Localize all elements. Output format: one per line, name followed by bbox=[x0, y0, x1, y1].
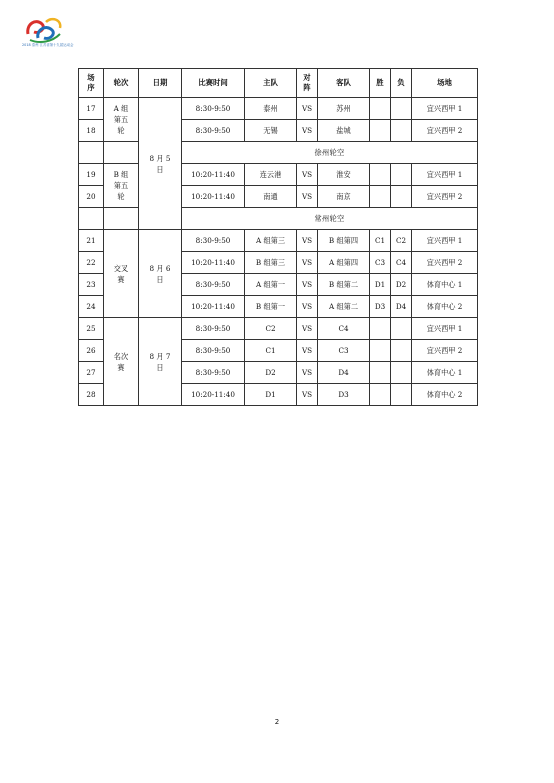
table-row bbox=[79, 98, 478, 120]
bye-note: 徐州轮空 bbox=[182, 142, 478, 164]
winner bbox=[370, 120, 391, 142]
match-time: 10:20-11:40 bbox=[182, 164, 245, 186]
versus: VS bbox=[297, 98, 318, 120]
header-venue: 场地 bbox=[412, 69, 478, 98]
match-number: 20 bbox=[79, 186, 104, 208]
match-number: 19 bbox=[79, 164, 104, 186]
loser bbox=[391, 98, 412, 120]
match-schedule-table bbox=[78, 68, 478, 406]
loser bbox=[391, 318, 412, 340]
venue: 宜兴西甲 1 bbox=[412, 98, 478, 120]
match-number-empty bbox=[79, 208, 104, 230]
match-time: 8:30-9:50 bbox=[182, 318, 245, 340]
header-loser: 负 bbox=[391, 69, 412, 98]
match-number: 22 bbox=[79, 252, 104, 274]
loser: C4 bbox=[391, 252, 412, 274]
venue: 宜兴西甲 2 bbox=[412, 252, 478, 274]
header-away-team: 客队 bbox=[318, 69, 370, 98]
match-number: 21 bbox=[79, 230, 104, 252]
match-number: 24 bbox=[79, 296, 104, 318]
header-home-team: 主队 bbox=[245, 69, 297, 98]
versus: VS bbox=[297, 230, 318, 252]
versus: VS bbox=[297, 252, 318, 274]
home-team: 无锡 bbox=[245, 120, 297, 142]
bye-row bbox=[79, 142, 478, 164]
venue: 宜兴西甲 2 bbox=[412, 340, 478, 362]
venue: 宜兴西甲 2 bbox=[412, 120, 478, 142]
header-winner: 胜 bbox=[370, 69, 391, 98]
winner bbox=[370, 362, 391, 384]
table-row bbox=[79, 318, 478, 340]
bye-note: 常州轮空 bbox=[182, 208, 478, 230]
away-team: C4 bbox=[318, 318, 370, 340]
round-cell: A 组第五轮 bbox=[104, 98, 139, 142]
table-row bbox=[79, 164, 478, 186]
round-empty bbox=[104, 208, 139, 230]
round-empty bbox=[104, 142, 139, 164]
loser bbox=[391, 340, 412, 362]
away-team: D3 bbox=[318, 384, 370, 406]
home-team: 连云港 bbox=[245, 164, 297, 186]
loser bbox=[391, 186, 412, 208]
winner: D1 bbox=[370, 274, 391, 296]
match-number: 23 bbox=[79, 274, 104, 296]
home-team: B 组第三 bbox=[245, 252, 297, 274]
match-time: 8:30-9:50 bbox=[182, 274, 245, 296]
versus: VS bbox=[297, 186, 318, 208]
date-cell: 8 月 7 日 bbox=[139, 318, 182, 406]
match-number: 17 bbox=[79, 98, 104, 120]
header-versus: 对阵 bbox=[297, 69, 318, 98]
away-team: B 组第二 bbox=[318, 274, 370, 296]
home-team: A 组第三 bbox=[245, 230, 297, 252]
round-cell: B 组第五轮 bbox=[104, 164, 139, 208]
match-number: 26 bbox=[79, 340, 104, 362]
venue: 体育中心 2 bbox=[412, 384, 478, 406]
date-cell: 8 月 5 日 bbox=[139, 98, 182, 230]
venue: 宜兴西甲 1 bbox=[412, 318, 478, 340]
venue: 宜兴西甲 2 bbox=[412, 186, 478, 208]
venue: 体育中心 1 bbox=[412, 274, 478, 296]
away-team: 南京 bbox=[318, 186, 370, 208]
loser bbox=[391, 120, 412, 142]
venue: 体育中心 2 bbox=[412, 296, 478, 318]
away-team: 盐城 bbox=[318, 120, 370, 142]
loser: D4 bbox=[391, 296, 412, 318]
venue: 宜兴西甲 1 bbox=[412, 164, 478, 186]
versus: VS bbox=[297, 362, 318, 384]
header-time: 比赛时间 bbox=[182, 69, 245, 98]
away-team: A 组第二 bbox=[318, 296, 370, 318]
header-round: 轮次 bbox=[104, 69, 139, 98]
match-number: 18 bbox=[79, 120, 104, 142]
match-time: 8:30-9:50 bbox=[182, 98, 245, 120]
loser: C2 bbox=[391, 230, 412, 252]
versus: VS bbox=[297, 296, 318, 318]
match-time: 10:20-11:40 bbox=[182, 296, 245, 318]
table-row bbox=[79, 230, 478, 252]
winner: D3 bbox=[370, 296, 391, 318]
match-time: 8:30-9:50 bbox=[182, 340, 245, 362]
page-number: 2 bbox=[274, 718, 280, 726]
versus: VS bbox=[297, 164, 318, 186]
home-team: A 组第一 bbox=[245, 274, 297, 296]
home-team: D1 bbox=[245, 384, 297, 406]
winner bbox=[370, 186, 391, 208]
match-time: 8:30-9:50 bbox=[182, 230, 245, 252]
home-team: 泰州 bbox=[245, 98, 297, 120]
winner bbox=[370, 318, 391, 340]
loser: D2 bbox=[391, 274, 412, 296]
away-team: A 组第四 bbox=[318, 252, 370, 274]
loser bbox=[391, 384, 412, 406]
round-cell: 交叉赛 bbox=[104, 230, 139, 318]
winner: C1 bbox=[370, 230, 391, 252]
home-team: C1 bbox=[245, 340, 297, 362]
match-number: 27 bbox=[79, 362, 104, 384]
winner bbox=[370, 98, 391, 120]
home-team: D2 bbox=[245, 362, 297, 384]
date-cell: 8 月 6 日 bbox=[139, 230, 182, 318]
venue: 宜兴西甲 1 bbox=[412, 230, 478, 252]
winner bbox=[370, 164, 391, 186]
winner bbox=[370, 340, 391, 362]
match-time: 8:30-9:50 bbox=[182, 120, 245, 142]
away-team: 淮安 bbox=[318, 164, 370, 186]
games-logo bbox=[22, 14, 74, 52]
header-match-number: 场序 bbox=[79, 69, 104, 98]
versus: VS bbox=[297, 340, 318, 362]
winner: C3 bbox=[370, 252, 391, 274]
round-cell: 名次赛 bbox=[104, 318, 139, 406]
away-team: 苏州 bbox=[318, 98, 370, 120]
match-time: 10:20-11:40 bbox=[182, 186, 245, 208]
loser bbox=[391, 362, 412, 384]
match-time: 8:30-9:50 bbox=[182, 362, 245, 384]
versus: VS bbox=[297, 120, 318, 142]
versus: VS bbox=[297, 318, 318, 340]
home-team: 南通 bbox=[245, 186, 297, 208]
match-time: 10:20-11:40 bbox=[182, 384, 245, 406]
home-team: C2 bbox=[245, 318, 297, 340]
home-team: B 组第一 bbox=[245, 296, 297, 318]
versus: VS bbox=[297, 274, 318, 296]
header-row bbox=[79, 69, 478, 98]
match-number: 25 bbox=[79, 318, 104, 340]
loser bbox=[391, 164, 412, 186]
away-team: B 组第四 bbox=[318, 230, 370, 252]
header-date: 日期 bbox=[139, 69, 182, 98]
match-number-empty bbox=[79, 142, 104, 164]
match-number: 28 bbox=[79, 384, 104, 406]
away-team: C3 bbox=[318, 340, 370, 362]
versus: VS bbox=[297, 384, 318, 406]
winner bbox=[370, 384, 391, 406]
match-time: 10:20-11:40 bbox=[182, 252, 245, 274]
logo-caption: 2018 泰州 江苏省第十九届运动会 bbox=[22, 43, 74, 47]
games-emblem-icon bbox=[22, 14, 68, 44]
away-team: D4 bbox=[318, 362, 370, 384]
venue: 体育中心 1 bbox=[412, 362, 478, 384]
bye-row bbox=[79, 208, 478, 230]
